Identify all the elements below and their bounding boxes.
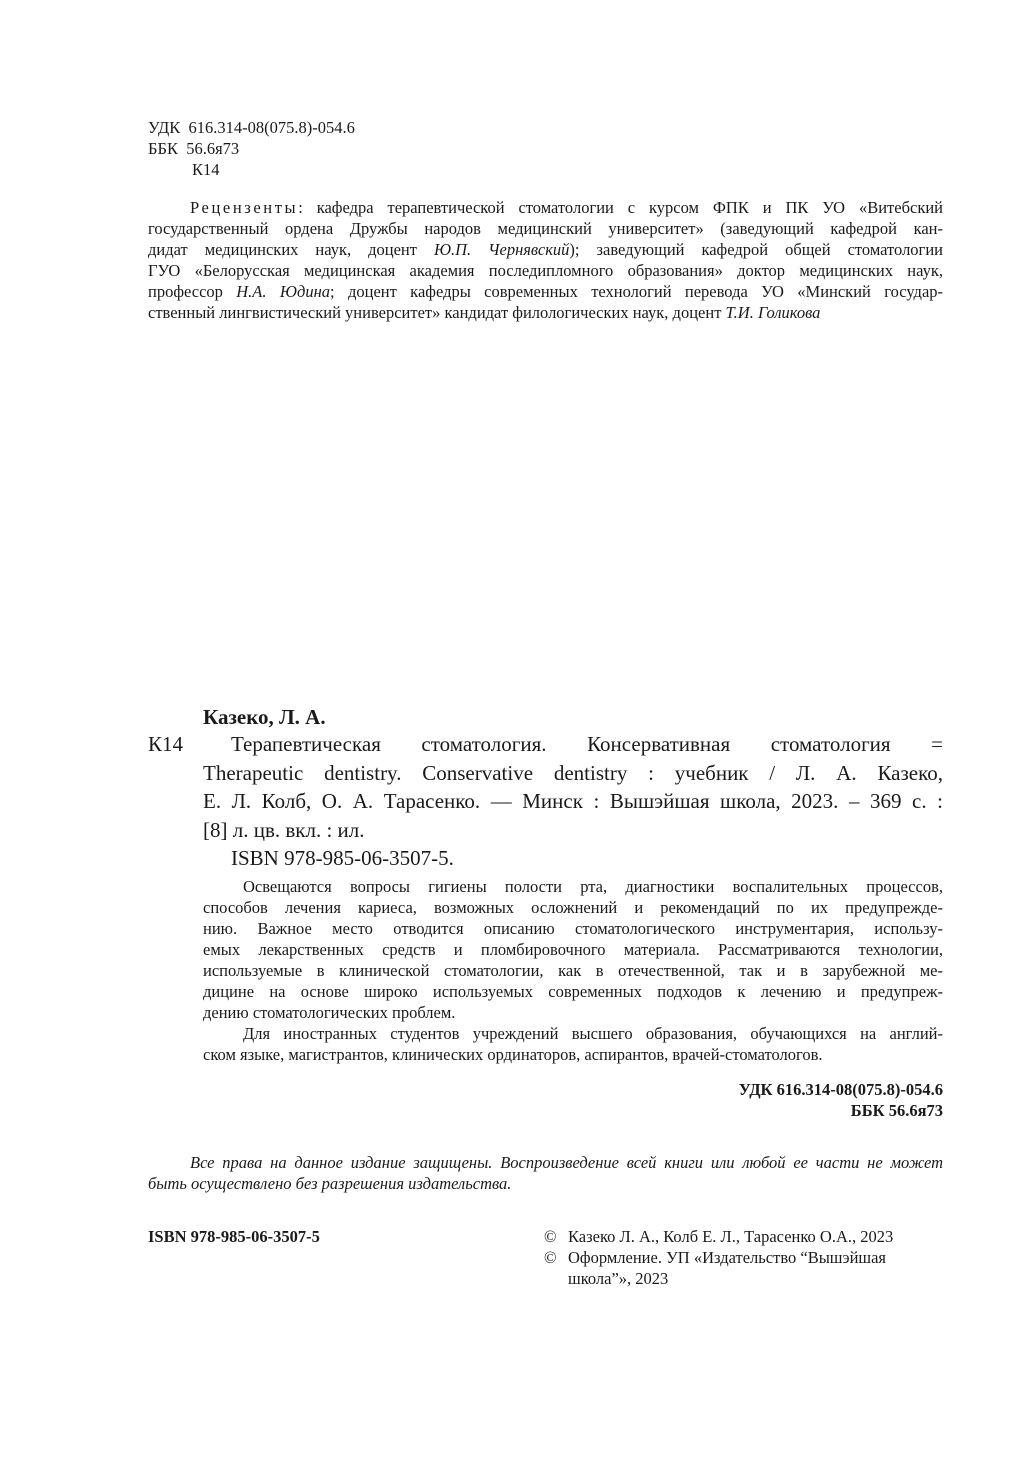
bbk-line: ББК 56.6я73 — [148, 139, 240, 158]
annotation-line: нию. Важное место отводится описанию стоматологического инструментария, использу- — [203, 919, 943, 938]
codes-block — [739, 1079, 943, 1121]
catalog-line-3: Е. Л. Колб, О. А. Тарасенко. — Минск : Вышэйшая школа, 2023. – 369 с. : — [203, 789, 943, 813]
reviewers-line-4: ГУО «Белорусская медицинская академия последипломного образования» доктор медицинских наук, — [148, 261, 943, 280]
reviewers-line-3: дидат медицинских наук, доцент Ю.П. Чернявский); заведующий кафедрой общей стоматологии — [148, 240, 943, 259]
bbk-code: ББК 56.6я73 — [850, 1101, 943, 1120]
rights-notice — [148, 1152, 943, 1194]
reviewer-name: Н.А. Юдина — [236, 282, 331, 301]
udk-code: УДК 616.314-08(075.8)-054.6 — [738, 1080, 943, 1099]
reviewers-line-1: Рецензенты: кафедра терапевтической стоматологии с курсом ФПК и ПК УО «Витебский — [190, 198, 943, 217]
author-mark: К14 — [192, 160, 220, 179]
annotation-line: дению стоматологических проблем. — [203, 1003, 456, 1022]
reviewer-name: Т.И. Голикова — [725, 303, 821, 322]
reviewers-lead: Рецензенты — [190, 198, 299, 217]
classification-block — [148, 117, 355, 180]
copyright-line-3: школа”», 2023 — [568, 1269, 669, 1288]
annotation-line: ском языке, магистрантов, клинических ординаторов, аспирантов, врачей-стоматологов. — [203, 1045, 823, 1064]
catalog-line-4: [8] л. цв. вкл. : ил. — [203, 817, 365, 842]
reviewer-name: Ю.П. Чернявский — [433, 240, 570, 259]
copyright-line-1: © Казеко Л. А., Колб Е. Л., Тарасенко О.А., 2023 — [544, 1227, 894, 1246]
rights-line-1: Все права на данное издание защищены. Воспроизведение всей книги или любой ее части не может — [190, 1153, 943, 1172]
annotation-line: Для иностранных студентов учреждений высшего образования, обучающихся на англий- — [243, 1024, 943, 1043]
annotation-block — [203, 876, 943, 1065]
annotation-line: емых лекарственных средств и пломбировочного материала. Рассматриваются технологии, — [203, 940, 943, 959]
udk-line: УДК 616.314-08(075.8)-054.6 — [148, 118, 355, 137]
catalog-author: Казеко, Л. А. — [203, 705, 326, 729]
annotation-line: Освещаются вопросы гигиены полости рта, диагностики воспалительных процессов, — [243, 877, 943, 896]
catalog-line-1: Терапевтическая стоматология. Консервативная стоматология = — [231, 732, 943, 756]
reviewers-line-5: профессор Н.А. Юдина; доцент кафедры современных технологий перевода УО «Минский государ- — [148, 282, 944, 301]
annotation-line: способов лечения кариеса, возможных осложнений и рекомендаций по их предупрежде- — [203, 898, 943, 917]
catalog-line-2: Therapeutic dentistry. Conservative dentistry : учебник / Л. А. Казеко, — [203, 760, 943, 785]
annotation-line: используемые в клинической стоматологии, как в отечественной, так и в зарубежной ме- — [203, 961, 943, 980]
copyright-block — [544, 1226, 944, 1289]
catalog-entry — [203, 730, 943, 873]
copyright-icon: © — [544, 1248, 557, 1267]
annotation-line: дицине на основе широко используемых современных подходов к лечению и предупреж- — [203, 982, 943, 1001]
rights-line-2: быть осуществлено без разрешения издательства. — [148, 1174, 512, 1193]
catalog-isbn: ISBN 978-985-06-3507-5. — [231, 846, 454, 870]
copyright-line-2: © Оформление. УП «Издательство “Вышэйшая — [544, 1248, 887, 1267]
reviewers-line-6: ственный лингвистический университет» кандидат филологических наук, доцент Т.И. Голикова — [148, 303, 821, 322]
reviewers-line-2: государственный ордена Дружбы народов медицинский университет» (заведующий кафедрой кан- — [148, 219, 943, 238]
footer-isbn: ISBN 978-985-06-3507-5 — [148, 1227, 320, 1246]
reviewers-block — [148, 197, 943, 323]
copyright-icon: © — [544, 1227, 557, 1246]
catalog-mark: К14 — [148, 732, 184, 756]
